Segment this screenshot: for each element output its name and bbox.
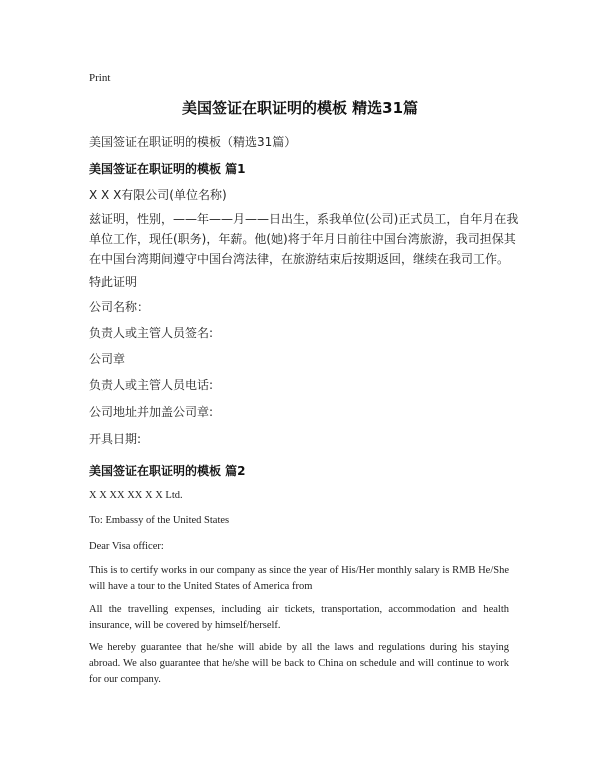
document-title: 美国签证在职证明的模板 精选31篇 [181, 99, 419, 117]
print-label: Print [89, 72, 111, 84]
section2-salutation: Dear Visa officer: [89, 541, 164, 552]
section2-company: X X XX XX X X Ltd. [89, 490, 183, 501]
field-phone: 负责人或主管人员电话: [89, 378, 214, 392]
field-seal: 公司章 [89, 352, 126, 366]
section1-proof: 特此证明 [89, 275, 138, 289]
field-address: 公司地址并加盖公司章: [89, 405, 214, 419]
section1-body: 兹证明，性别，——年——月——日出生，系我单位(公司)正式员工，自年月在我单位工作，现任(职务)，年薪。他(她)将于年月日前往中国台湾旅游，我司担保其在中国台湾期间遵守中国台湾法律，在旅游结束后按期返回，继续在我司工作。 [89, 212, 519, 266]
section2-para1: This is to certify works in our company as since the year of His/Her monthly salary is RMB He/She will have a tour to the United States of America from [89, 565, 509, 592]
document-subtitle: 美国签证在职证明的模板（精选31篇） [89, 135, 297, 149]
field-company-name: 公司名称： [89, 300, 150, 314]
section1-company: X X X有限公司(单位名称) [89, 188, 227, 202]
section2-to: To: Embassy of the United States [89, 515, 230, 526]
field-date: 开具日期: [89, 432, 142, 446]
section2-para3: We hereby guarantee that he/she will abide by all the laws and regulations during his staying abroad. We also guarantee that he/she will be back to China on schedule and will continue to work for our company. [89, 642, 509, 685]
section1-heading: 美国签证在职证明的模板 篇1 [89, 162, 246, 176]
section2-para2: All the travelling expenses, including air tickets, transportation, accommodation and health insurance, will be covered by himself/herself. [89, 604, 509, 631]
section2-heading: 美国签证在职证明的模板 篇2 [89, 464, 246, 478]
field-signature: 负责人或主管人员签名: [89, 326, 214, 340]
